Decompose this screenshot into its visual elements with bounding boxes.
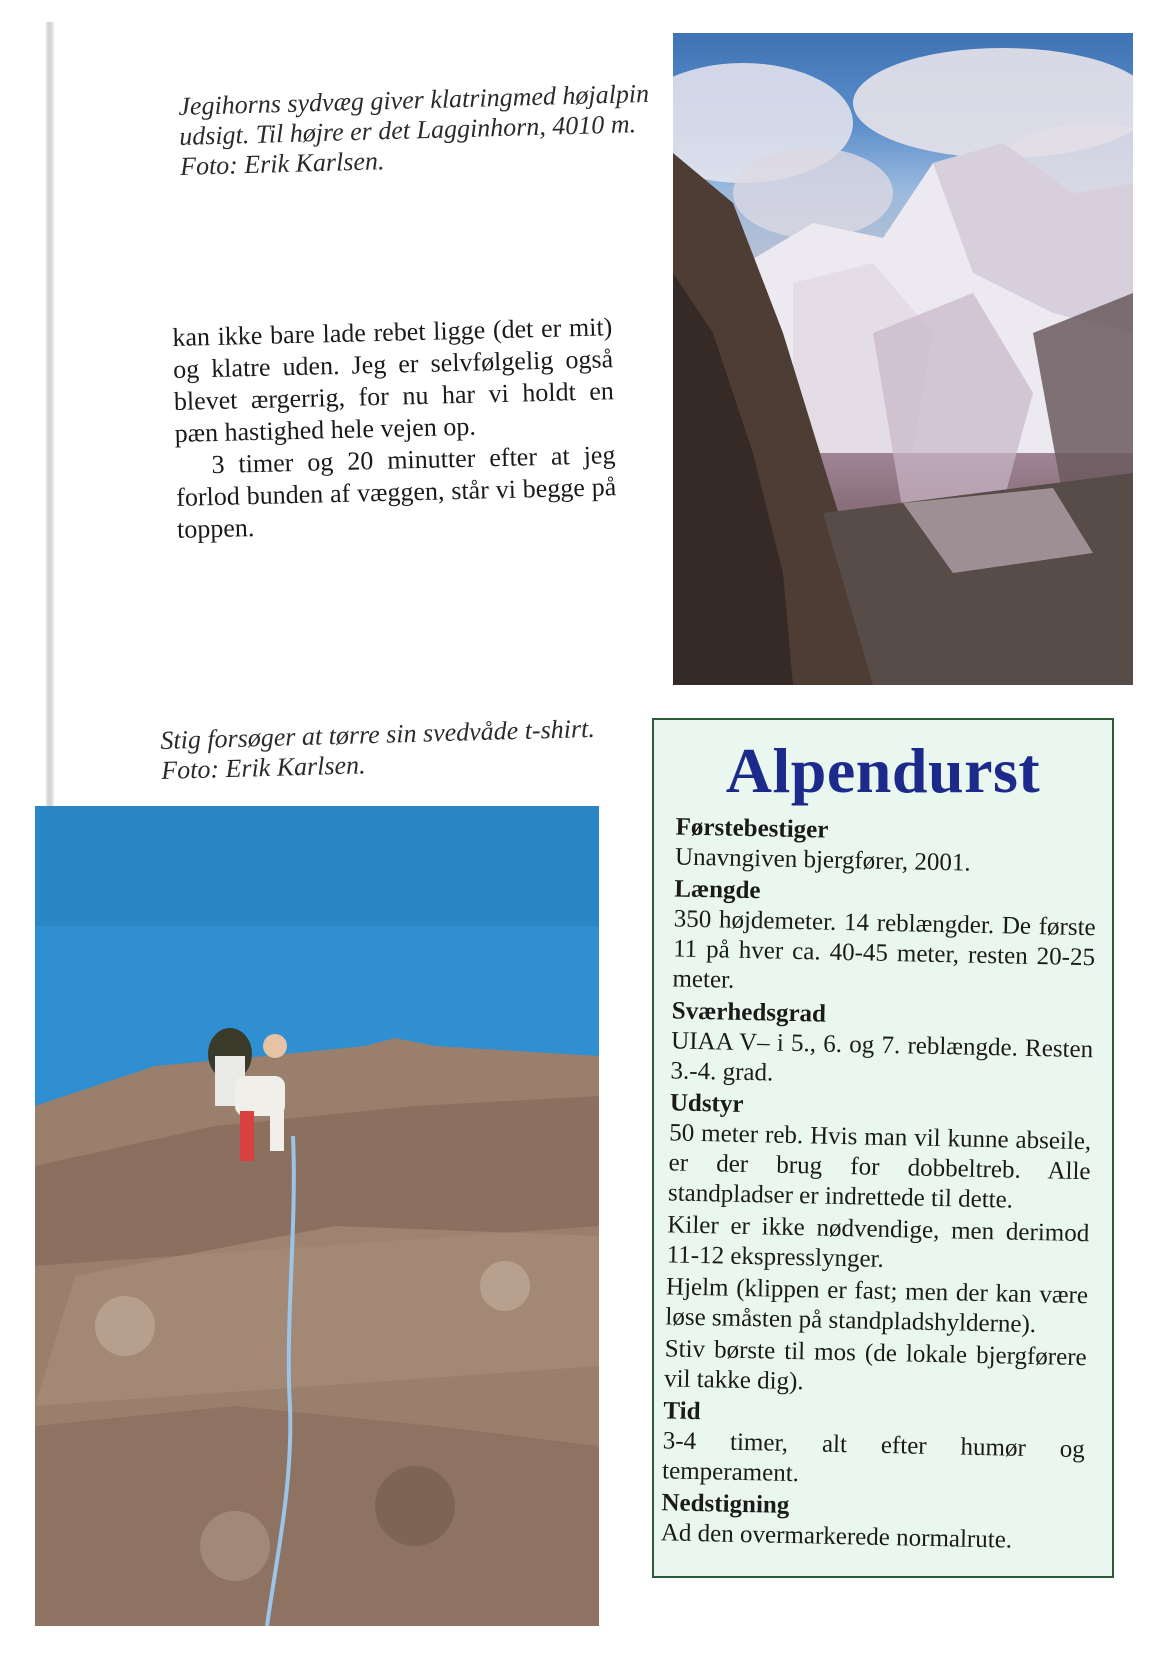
info-heading: Førstebestiger	[675, 813, 829, 844]
info-text: 50 meter reb. Hvis man vil kunne abseile, er der brug for dobbeltreb. Alle standpladser er indrettede til dette.	[667, 1119, 1092, 1214]
info-text: Hjelm (klippen er fast; men der kan være løse småsten på standpladshylderne).	[665, 1273, 1089, 1339]
body-paragraph: 3 timer og 20 minutter efter at jeg forlod bunden af væggen, står vi begge på toppen.	[175, 440, 617, 544]
caption-line: udsigt. Til højre er det Lagginhorn, 4010 m.	[178, 109, 637, 151]
article-body	[172, 311, 617, 546]
info-text: Kiler er ikke nødvendige, men derimod 11-12 ekspresslynger.	[666, 1211, 1090, 1273]
info-heading: Længde	[674, 875, 761, 905]
caption-line: Jegihorns sydvæg giver klatringmed højalpin	[178, 78, 650, 121]
info-text: 3-4 timer, alt efter humør og temperament.	[661, 1427, 1086, 1488]
info-text: Unavngiven bjergfører, 2001.	[674, 843, 971, 877]
photo-caption-top	[178, 78, 670, 182]
info-text: 350 højdemeter. 14 reblængder. De første 11 på hver ca. 40-45 meter, resten 20-25 meter.	[672, 905, 1096, 994]
climber-photo	[35, 806, 599, 1626]
info-title: Alpendurst	[725, 735, 1041, 806]
info-heading: Tid	[663, 1397, 701, 1426]
photo-caption-bottom	[160, 713, 631, 786]
climber-photo-image	[35, 806, 599, 1626]
caption-line: Stig forsøger at tørre sin svedvåde t-shirt.	[160, 713, 596, 755]
info-text: Stiv børste til mos (de lokale bjergførere vil takke dig).	[663, 1335, 1087, 1396]
mountain-photo-image	[673, 33, 1133, 685]
route-info-box	[652, 718, 1114, 1578]
caption-line: Foto: Erik Karlsen.	[160, 750, 366, 785]
info-sections	[639, 812, 1112, 1557]
info-heading: Sværhedsgrad	[671, 997, 827, 1028]
info-heading: Udstyr	[669, 1089, 744, 1118]
caption-line: Foto: Erik Karlsen.	[179, 146, 385, 181]
body-paragraph: kan ikke bare lade rebet ligge (det er mit) og klatre uden. Jeg er selvfølgelig også blevet ærgerrig, for nu har vi holdt en pæn hastighed hele vejen op.	[172, 312, 615, 448]
info-heading: Nedstigning	[661, 1489, 790, 1519]
info-text: Ad den overmarkerede normalrute.	[660, 1519, 1013, 1554]
info-text: UIAA V– i 5., 6. og 7. reblængde. Resten 3.-4. grad.	[670, 1027, 1094, 1087]
mountain-photo	[673, 33, 1133, 685]
